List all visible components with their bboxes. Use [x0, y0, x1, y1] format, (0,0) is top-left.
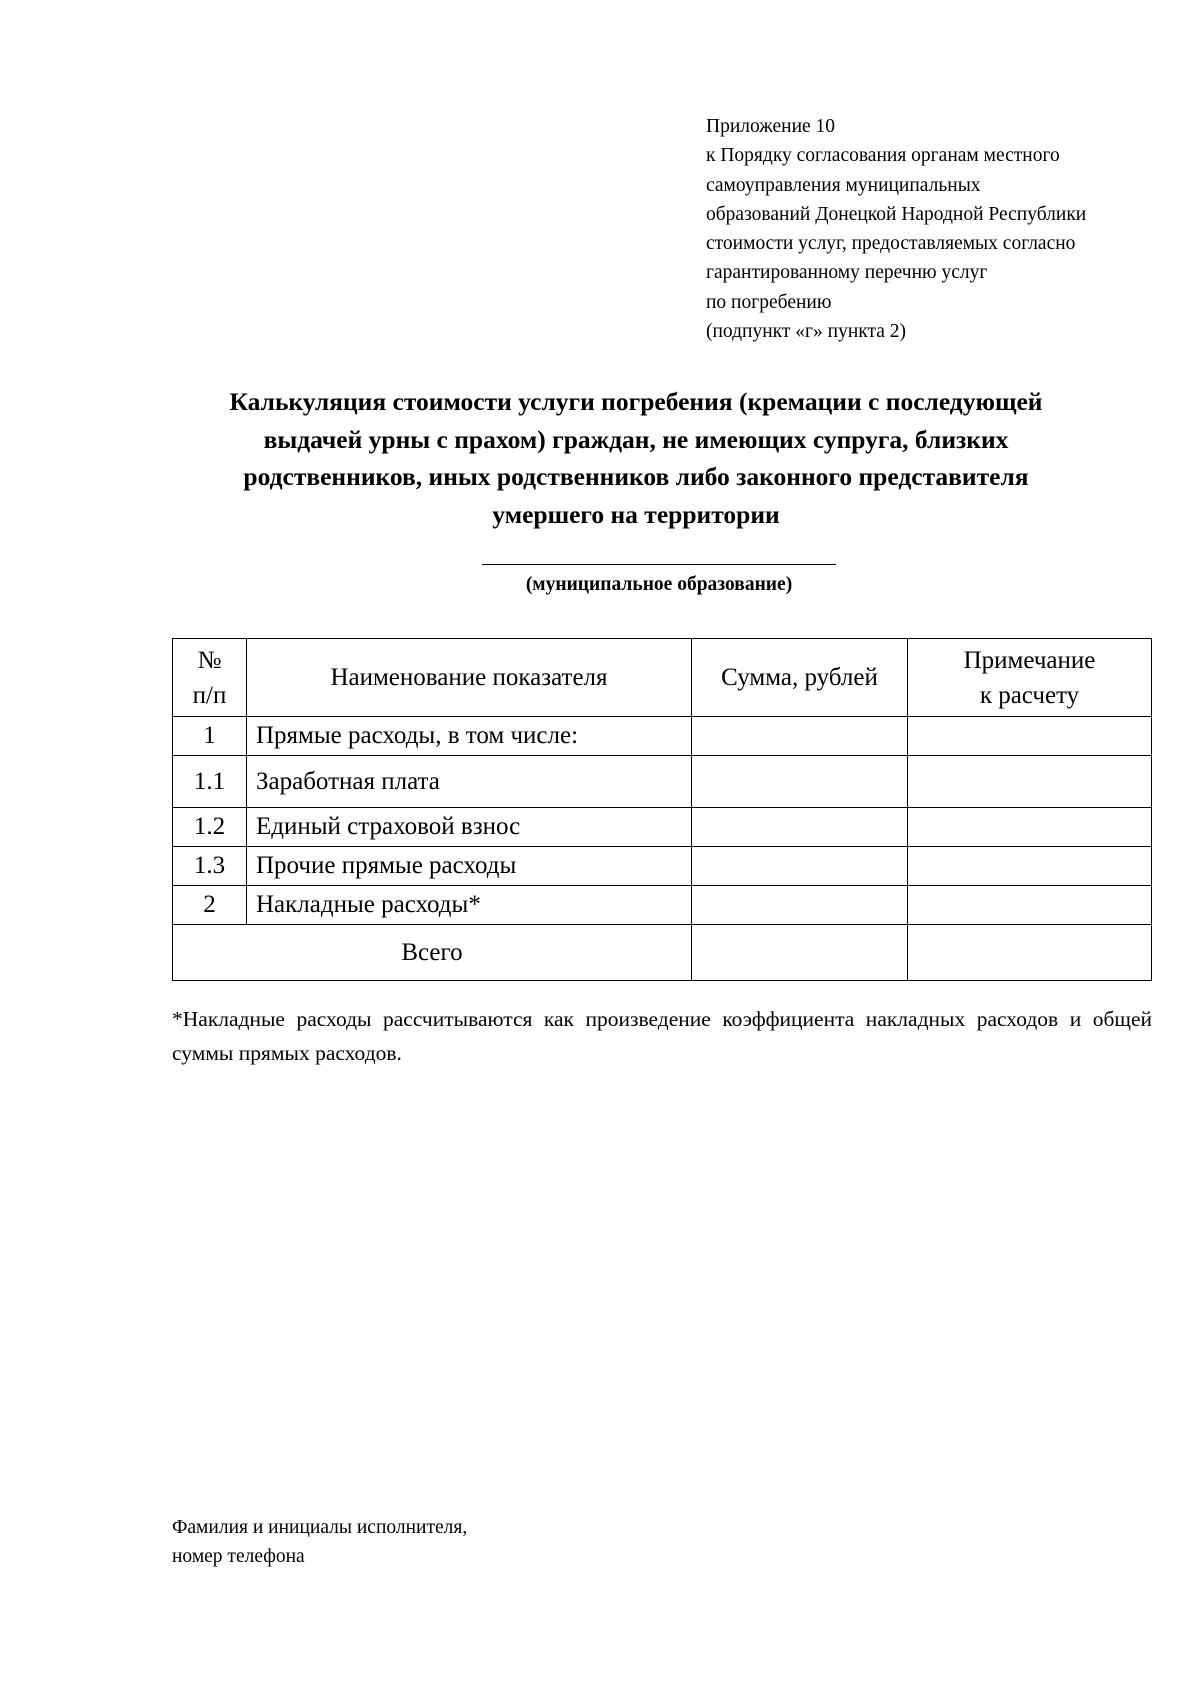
row-name: Прямые расходы, в том числе:: [247, 717, 692, 756]
footnote: *Накладные расходы рассчитываются как произведение коэффициента накладных расходов и общей суммы прямых расходов.: [172, 1007, 1152, 1065]
header-note-line1: Примечание: [963, 646, 1096, 674]
table-header-row: [173, 639, 1152, 717]
row-sum: [692, 756, 908, 808]
row-sum: [692, 886, 908, 925]
row-name: Накладные расходы*: [247, 886, 692, 925]
title-line: родственников, иных родственников либо законного представителя: [243, 462, 1029, 491]
header-number: [173, 639, 247, 717]
row-name: Заработная плата: [247, 756, 692, 808]
annex-line: образований Донецкой Народной Республики: [706, 203, 1087, 225]
table-row: [173, 886, 1152, 925]
annex-line: гарантированному перечню услуг: [706, 262, 988, 284]
row-sum: [692, 847, 908, 886]
total-note: [908, 925, 1152, 981]
row-name: Прочие прямые расходы: [247, 847, 692, 886]
annex-reference: [706, 112, 1176, 346]
header-note: [908, 639, 1152, 717]
annex-line: по погребению: [706, 291, 832, 313]
row-sum: [692, 717, 908, 756]
total-sum: [692, 925, 908, 981]
header-number-symbol: №: [197, 646, 222, 674]
annex-line: (подпункт «г» пункта 2): [706, 321, 907, 343]
header-note-line2: к расчету: [979, 681, 1080, 709]
header-number-abbr: п/п: [192, 681, 227, 709]
header-name: Наименование показателя: [247, 639, 692, 717]
row-note: [908, 717, 1152, 756]
signer-line: Фамилия и инициалы исполнителя,: [172, 1517, 468, 1538]
table-row: [173, 756, 1152, 808]
row-number: 1.1: [173, 756, 247, 808]
header-sum: Сумма, рублей: [692, 639, 908, 717]
table-total-row: [173, 925, 1152, 981]
row-number: 2: [173, 886, 247, 925]
table-row: [173, 808, 1152, 847]
calculation-table: [172, 638, 1152, 981]
row-note: [908, 808, 1152, 847]
row-note: [908, 886, 1152, 925]
annex-line: Приложение 10: [706, 116, 836, 137]
title-line: Калькуляция стоимости услуги погребения (кремации с последующей: [229, 387, 1043, 416]
signer-line: номер телефона: [172, 1546, 305, 1567]
annex-line: к Порядку согласования органам местного: [706, 145, 1060, 167]
title-line: умершего на территории: [492, 499, 780, 529]
row-note: [908, 756, 1152, 808]
row-number: 1.3: [173, 847, 247, 886]
municipality-blank-line: [482, 564, 836, 565]
row-note: [908, 847, 1152, 886]
row-number: 1.2: [173, 808, 247, 847]
row-number: 1: [173, 717, 247, 756]
municipality-caption: (муниципальное образование): [525, 574, 793, 595]
signer-block: [172, 1513, 672, 1571]
annex-line: стоимости услуг, предоставляемых согласно: [706, 233, 1076, 255]
document-title: [172, 383, 1100, 533]
annex-line: самоуправления муниципальных: [706, 174, 981, 196]
row-name: Единый страховой взнос: [247, 808, 692, 847]
total-label: Всего: [173, 925, 692, 981]
table-row: [173, 847, 1152, 886]
row-sum: [692, 808, 908, 847]
table-row: [173, 717, 1152, 756]
title-line: выдачей урны с прахом) граждан, не имеющих супруга, близких: [263, 424, 1009, 454]
